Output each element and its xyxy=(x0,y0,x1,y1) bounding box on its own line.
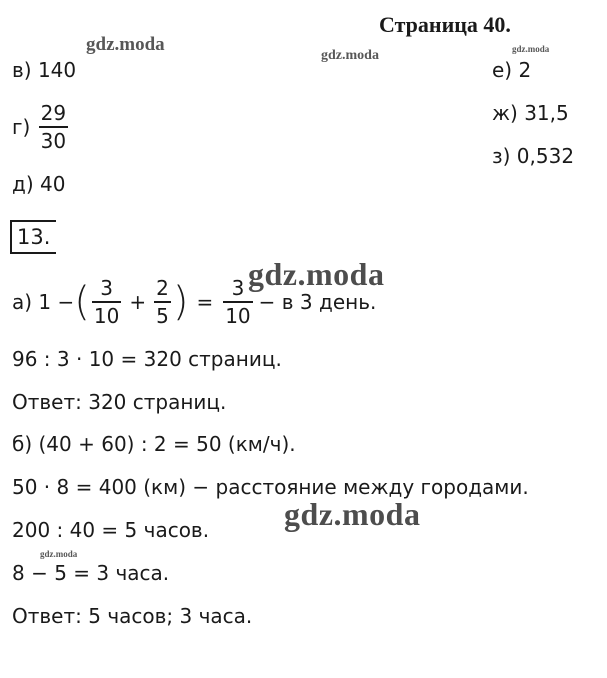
solution-line: б) (40 + 60) : 2 = 50 (км/ч). xyxy=(12,432,296,456)
watermark: gdz.moda xyxy=(321,48,379,63)
solution-line: 200 : 40 = 5 часов. xyxy=(12,518,210,542)
solution-line: Ответ: 5 часов; 3 часа. xyxy=(12,604,253,628)
fraction-result: $\frac{3}{10}$ xyxy=(225,276,251,328)
fraction-2-5: $\frac{2}{5}$ xyxy=(156,276,169,328)
answer-g: г) $\frac{29}{30}$ xyxy=(12,101,67,153)
answer-v: в) 140 xyxy=(12,58,77,82)
watermark: gdz.moda xyxy=(40,549,78,559)
part-a-expression: а) 1 − ( $\frac{3}{10}$ + $\frac{2}{5}$ ) = $\frac{3}{10}$ − в 3 день. xyxy=(12,276,377,328)
answer-zh: ж) 31,5 xyxy=(492,101,569,125)
answer-d: д) 40 xyxy=(12,172,66,196)
watermark: gdz.moda xyxy=(284,496,421,532)
fraction-3-10: $\frac{3}{10}$ xyxy=(93,276,120,328)
answer-e: е) 2 xyxy=(492,58,532,82)
solution-line: 8 − 5 = 3 часа. xyxy=(12,561,170,585)
answer-d-value: 40 xyxy=(40,172,66,196)
task-number: 13. xyxy=(10,220,56,254)
page-title: Страница 40. xyxy=(379,12,511,37)
answer-v-value: 140 xyxy=(37,58,77,82)
solution-line: Ответ: 320 страниц. xyxy=(12,390,227,414)
solution-line: 96 : 3 · 10 = 320 страниц. xyxy=(12,347,282,371)
watermark: gdz.moda xyxy=(248,256,385,292)
solution-line: 50 · 8 = 400 (км) − расстояние между городами. xyxy=(12,475,529,499)
watermark: gdz.moda xyxy=(86,34,165,55)
watermark: gdz.moda xyxy=(512,44,550,54)
answer-g-fraction: $\frac{29}{30}$ xyxy=(40,101,67,153)
answer-z: з) 0,532 xyxy=(492,144,575,168)
